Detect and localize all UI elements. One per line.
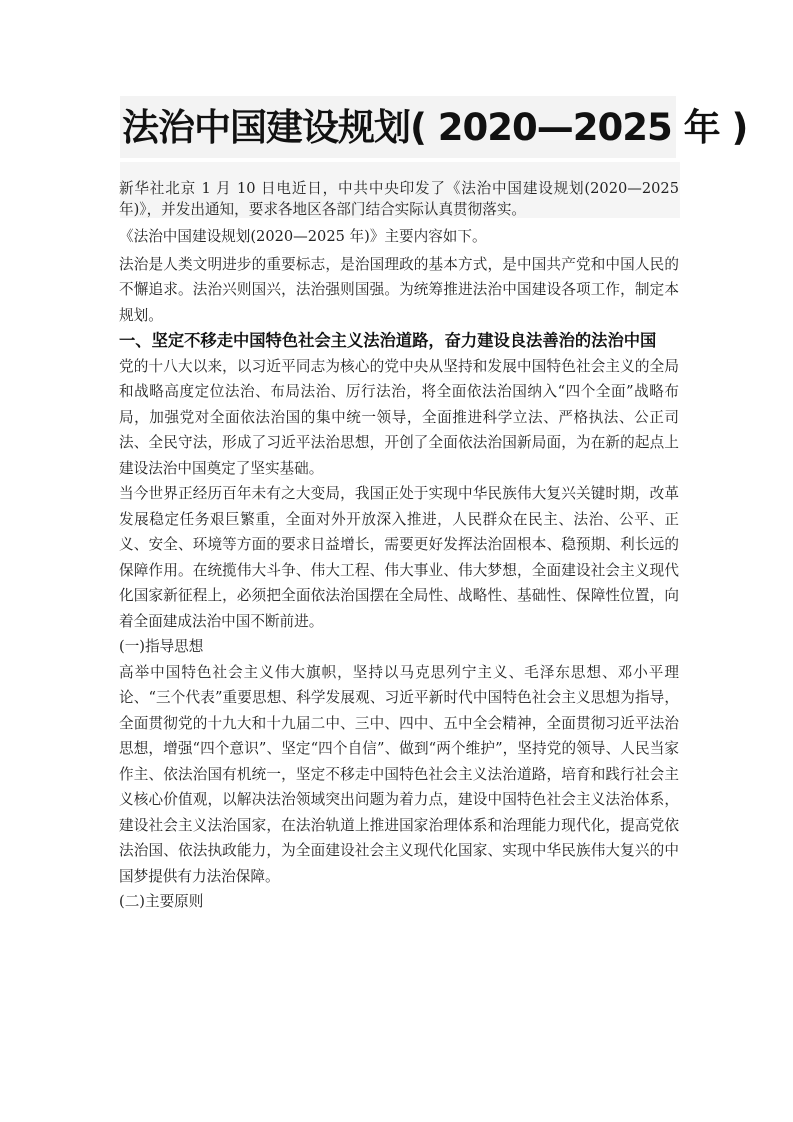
lead-paragraph: 新华社北京 1 月 10 日电近日，中共中央印发了《法治中国建设规划(2020—2025年)》，并发出通知，要求各地区各部门结合实际认真贯彻落实。: [119, 180, 679, 218]
preamble-paragraph: 法治是人类文明进步的重要标志，是治国理政的基本方式，是中国共产党和中国人民的不懈追求。法治兴则国兴，法治强则国强。为统筹推进法治中国建设各项工作，制定本规划。: [119, 255, 679, 324]
body-paragraph: 当今世界正经历百年未有之大变局，我国正处于实现中华民族伟大复兴关键时期，改革发展稳定任务艰巨繁重，全面对外开放深入推进，人民群众在民主、法治、公平、正义、安全、环境等方面的要求日益增长，需要更好发挥法治固根本、稳预期、利长远的保障作用。在统揽伟大斗争、伟大工程、伟大事业、伟大梦想，全面建设社会主义现代化国家新征程上，必须把全面依法治国摆在全局性、战略性、基础性、保障性位置，向着全面建成法治中国不断前进。: [119, 485, 679, 630]
intro-paragraph: 《法治中国建设规划(2020—2025 年)》主要内容如下。: [119, 228, 487, 245]
section-heading-1: 一、坚定不移走中国特色社会主义法治道路，奋力建设良法善治的法治中国: [119, 331, 657, 350]
body-paragraph: 党的十八大以来，以习近平同志为核心的党中央从坚持和发展中国特色社会主义的全局和战略高度定位法治、布局法治、厉行法治，将全面依法治国纳入“四个全面”战略布局，加强党对全面依法治国的集中统一领导，全面推进科学立法、严格执法、公正司法、全民守法，形成了习近平法治思想，开创了全面依法治国新局面，为在新的起点上建设法治中国奠定了坚实基础。: [119, 357, 679, 477]
subheading-guiding-ideology: (一)指导思想: [119, 638, 204, 655]
subheading-main-principles: (二)主要原则: [119, 893, 204, 910]
body-paragraph: 高举中国特色社会主义伟大旗帜，坚持以马克思列宁主义、毛泽东思想、邓小平理论、“三个代表”重要思想、科学发展观、习近平新时代中国特色社会主义思想为指导，全面贯彻党的十九大和十九届二中、三中、四中、五中全会精神，全面贯彻习近平法治思想，增强“四个意识”、坚定“四个自信”、做到“两个维护”，坚持党的领导、人民当家作主、依法治国有机统一，坚定不移走中国特色社会主义法治道路，培育和践行社会主义核心价值观，以解决法治领域突出问题为着力点，建设中国特色社会主义法治体系，建设社会主义法治国家，在法治轨道上推进国家治理体系和治理能力现代化，提高党依法治国、依法执政能力，为全面建设社会主义现代化国家、实现中华民族伟大复兴的中国梦提供有力法治保障。: [119, 663, 679, 885]
document-title: 法治中国建设规划( 2020—2025 年 ): [122, 106, 748, 149]
document-body: [119, 178, 679, 915]
